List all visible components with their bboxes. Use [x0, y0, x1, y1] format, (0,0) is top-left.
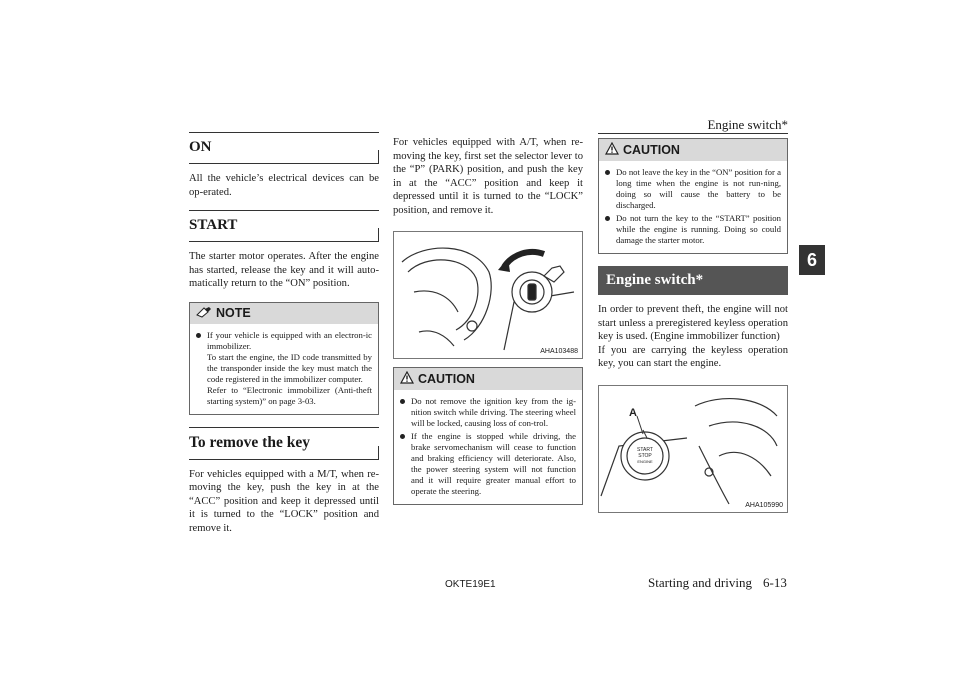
- at-removal-text: For vehicles equipped with A/T, when re-moving the key, first set the selector lever to the “P” (PARK) position, and push the key in at the “ACC” position and keep it depressed until it is turned to the “LOCK” position, and remove it.: [393, 137, 583, 216]
- column-left: [189, 132, 379, 546]
- button-text-engine: ENGINE: [637, 458, 653, 464]
- warning-icon: [605, 142, 619, 158]
- engine-switch-heading: Engine switch*: [598, 266, 788, 295]
- note-item: If your vehicle is equipped with an electron-ic immobilizer. To start the engine, the ID code transmitted by the transponder inside the key must match the code registered in the immobilizer computer. Refer to “Electronic immobilizer (Anti-theft starting system)” on page 3-03.: [196, 330, 372, 407]
- caution-title-text: CAUTION: [623, 143, 680, 157]
- column-right: [598, 138, 788, 513]
- bullet-icon: [605, 170, 610, 175]
- caution-title: [394, 368, 582, 390]
- footer-code: OKTE19E1: [445, 579, 496, 590]
- running-header: Engine switch*: [707, 117, 788, 132]
- note-title: [190, 303, 378, 324]
- bullet-icon: [400, 399, 405, 404]
- caution-item: If the engine is stopped while driving, the brake servomechanism will cease to function and braking efficiency will deteriorate. Also, the power steering system will not function and it will require greater manual effort to operate the steering.: [400, 431, 576, 497]
- ignition-illustration: [394, 232, 582, 356]
- page-number: 6-13: [763, 575, 787, 590]
- bullet-icon: [400, 434, 405, 439]
- caution-item: Do not leave the key in the “ON” position for a long time when the engine is not run-ning, doing so will cause the battery to be discharged.: [605, 167, 781, 211]
- button-text-stop: STOP: [638, 452, 652, 459]
- on-text: All the vehicle’s electrical devices can be op-erated.: [189, 173, 379, 198]
- note-box: [189, 302, 379, 415]
- column-middle: [393, 136, 583, 515]
- ignition-key-figure: [393, 231, 583, 359]
- figure-label: AHA105990: [745, 501, 783, 509]
- bullet-icon: [196, 333, 201, 338]
- caution-title-text: CAUTION: [418, 372, 475, 386]
- engine-switch-text: In order to prevent theft, the engine will not start unless a preregistered keyless operation key is used. (Engine immobilizer function) If you are carrying the keyless operation key, you can start the engine.: [598, 304, 788, 369]
- chapter-tab: 6: [799, 245, 825, 275]
- start-text: The starter motor operates. After the engine has started, release the key and it will auto-matically return to the “ON” position.: [189, 251, 379, 289]
- callout-a: A: [629, 406, 637, 419]
- button-text-start: START: [637, 446, 653, 453]
- note-icon: [196, 306, 212, 321]
- note-title-text: NOTE: [216, 306, 251, 320]
- caution-item: Do not turn the key to the “START” position while the engine is running. Doing so could damage the starter motor.: [605, 213, 781, 246]
- header-rule: [598, 133, 788, 134]
- warning-icon: [400, 371, 414, 387]
- engine-switch-figure: [598, 385, 788, 513]
- footer-section: Starting and driving: [648, 575, 752, 590]
- remove-key-text: For vehicles equipped with a M/T, when re-moving the key, push the key in at the “ACC” position and keep it depressed until it is turned to the “LOCK” position and remove it.: [189, 468, 379, 534]
- caution-box-right: [598, 138, 788, 254]
- figure-label: AHA103488: [540, 348, 578, 355]
- bullet-icon: [605, 216, 610, 221]
- caution-item: Do not remove the ignition key from the ig-nition switch while driving. The steering wheel will be locked, causing loss of con-trol.: [400, 396, 576, 429]
- caution-title: [599, 139, 787, 161]
- caution-box-middle: [393, 367, 583, 505]
- start-stop-illustration: [599, 386, 787, 510]
- on-heading: ON: [189, 132, 379, 164]
- remove-key-heading: To remove the key: [189, 427, 379, 460]
- start-heading: START: [189, 210, 379, 242]
